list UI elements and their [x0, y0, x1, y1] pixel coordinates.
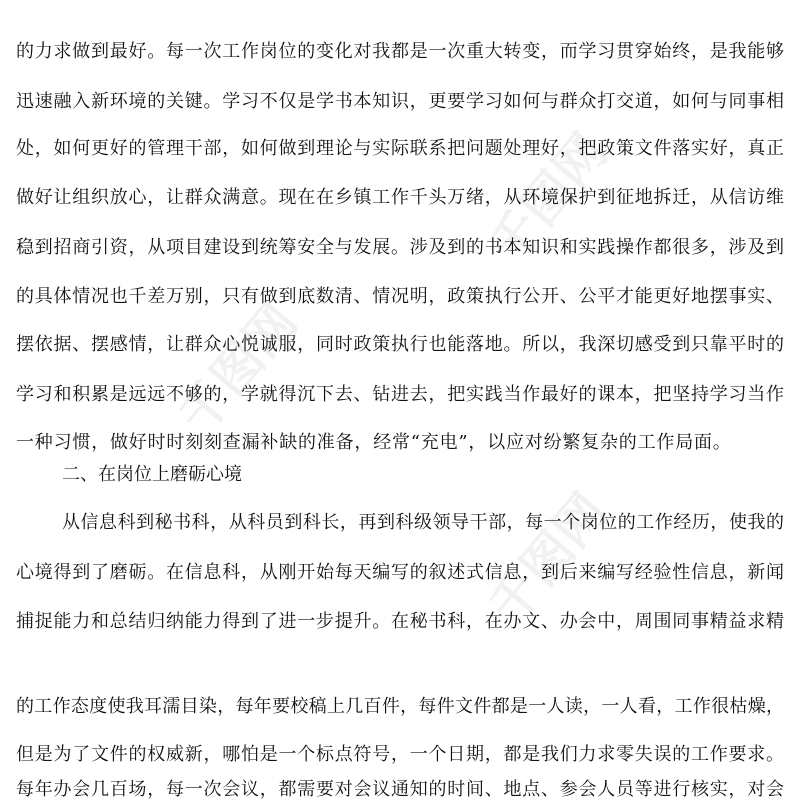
paragraph-line: 的工作态度使我耳濡目染，每年要校稿上几百件，每件文件都是一人读，一人看，工作很枯燥，	[16, 696, 784, 717]
watermark: 千图网	[477, 122, 619, 275]
paragraph-line: 但是为了文件的权威新，哪怕是一个标点符号，一个日期，都是我们力求零失误的工作要求。	[16, 744, 784, 765]
paragraph-line: 做好让组织放心，让群众满意。现在在乡镇工作千头万绪，从环境保护到征地拆迁，从信访维	[16, 187, 784, 208]
watermark: 千图网	[477, 482, 619, 635]
paragraph-line: 一种习惯，做好时时刻刻查漏补缺的准备，经常“充电”，以应对纷繁复杂的工作局面。	[16, 432, 732, 453]
paragraph-line: 学习和积累是远远不够的，学就得沉下去、钻进去，把实践当作最好的课本，把坚持学习当作	[16, 384, 784, 405]
paragraph-line: 捕捉能力和总结归纳能力得到了进一步提升。在秘书科，在办文、办会中，周围同事精益求精	[16, 611, 784, 632]
section-heading: 二、在岗位上磨砺心境	[62, 464, 242, 485]
paragraph-line: 稳到招商引资，从项目建设到统筹安全与发展。涉及到的书本知识和实践操作都很多，涉及到	[16, 237, 784, 258]
paragraph-line: 迅速融入新环境的关键。学习不仅是学书本知识，更要学习如何与群众打交道，如何与同事相	[16, 91, 784, 112]
paragraph-line: 每年办会几百场，每一次会议，都需要对会议通知的时间、地点、参会人员等进行核实，对会	[16, 779, 784, 800]
paragraph-line: 摆依据、摆感情，让群众心悦诚服，同时政策执行也能落地。所以，我深切感受到只靠平时的	[16, 334, 784, 355]
paragraph-line: 从信息科到秘书科，从科员到科长，再到科级领导干部，每一个岗位的工作经历，使我的	[62, 512, 784, 533]
watermark: 千图网	[167, 292, 309, 445]
paragraph-line: 心境得到了磨砺。在信息科，从刚开始每天编写的叙述式信息，到后来编写经验性信息，新闻	[16, 562, 784, 583]
paragraph-line: 的力求做到最好。每一次工作岗位的变化对我都是一次重大转变，而学习贯穿始终，是我能够	[16, 41, 784, 62]
paragraph-line: 的具体情况也千差万别，只有做到底数清、情况明，政策执行公开、公平才能更好地摆事实、	[16, 286, 784, 307]
paragraph-line: 处，如何更好的管理干部，如何做到理论与实际联系把问题处理好，把政策文件落实好，真正	[16, 138, 784, 159]
